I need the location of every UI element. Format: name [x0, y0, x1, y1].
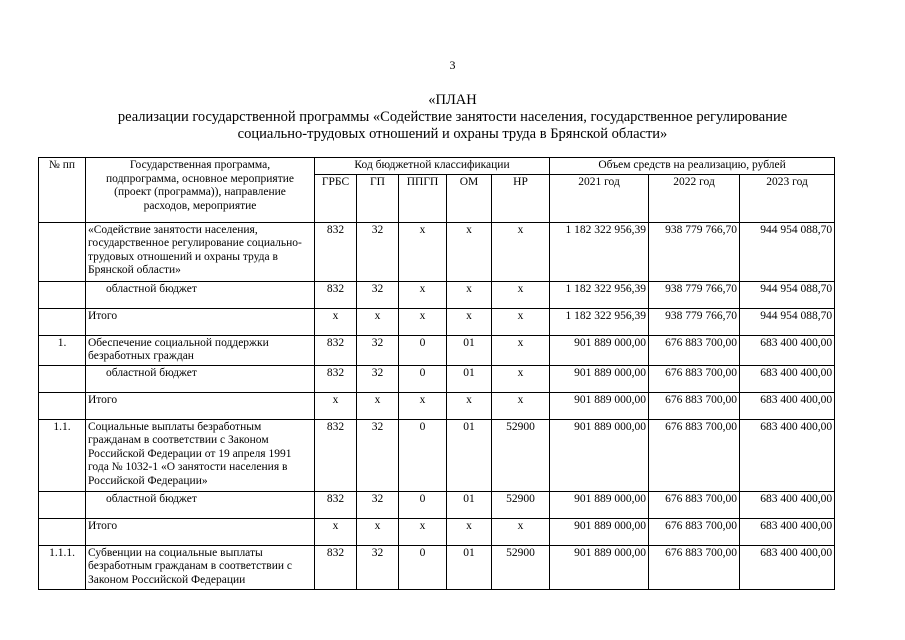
row-ppgp: 0	[399, 545, 447, 589]
row-ppgp: х	[399, 222, 447, 281]
row-grbs: 832	[315, 365, 357, 392]
row-name: областной бюджет	[86, 365, 315, 392]
row-2021: 1 182 322 956,39	[550, 308, 649, 335]
row-2022: 676 883 700,00	[649, 419, 740, 491]
row-gp: 32	[357, 491, 399, 518]
row-2022: 676 883 700,00	[649, 545, 740, 589]
row-om: х	[447, 281, 492, 308]
header-kbk: Код бюджетной классификации	[315, 158, 550, 175]
row-2021: 901 889 000,00	[550, 365, 649, 392]
row-om: х	[447, 222, 492, 281]
row-grbs: х	[315, 308, 357, 335]
row-num	[39, 365, 86, 392]
row-om: х	[447, 518, 492, 545]
row-ppgp: 0	[399, 335, 447, 365]
header-2021: 2021 год	[550, 174, 649, 222]
row-gp: х	[357, 308, 399, 335]
header-num: № пп	[39, 158, 86, 223]
row-name: «Содействие занятости населения, государственное регулирование социально-трудовых отношений и охраны труда в Брянской области»	[86, 222, 315, 281]
row-grbs: 832	[315, 491, 357, 518]
row-name: Социальные выплаты безработным гражданам в соответствии с Законом Российской Федерации от 19 апреля 1991 года № 1032-1 «О занятости населения в Российской Федерации»	[86, 419, 315, 491]
header-nr: НР	[492, 174, 550, 222]
row-2022: 676 883 700,00	[649, 365, 740, 392]
row-2022: 676 883 700,00	[649, 518, 740, 545]
row-2022: 676 883 700,00	[649, 392, 740, 419]
row-gp: 32	[357, 365, 399, 392]
row-2023: 944 954 088,70	[740, 222, 835, 281]
row-2021: 901 889 000,00	[550, 335, 649, 365]
row-nr: 52900	[492, 545, 550, 589]
header-funds: Объем средств на реализацию, рублей	[550, 158, 835, 175]
header-grbs: ГРБС	[315, 174, 357, 222]
row-num: 1.	[39, 335, 86, 365]
row-grbs: х	[315, 392, 357, 419]
row-num: 1.1.	[39, 419, 86, 491]
row-om: 01	[447, 419, 492, 491]
row-name: областной бюджет	[86, 491, 315, 518]
row-2021: 901 889 000,00	[550, 545, 649, 589]
table-row	[39, 419, 835, 491]
row-name: Итого	[86, 308, 315, 335]
row-2022: 676 883 700,00	[649, 491, 740, 518]
row-2021: 901 889 000,00	[550, 491, 649, 518]
row-num	[39, 308, 86, 335]
header-gp: ГП	[357, 174, 399, 222]
row-num: 1.1.1.	[39, 545, 86, 589]
table-row	[39, 545, 835, 589]
plan-table	[38, 157, 835, 590]
header-ppgp: ППГП	[399, 174, 447, 222]
row-gp: х	[357, 392, 399, 419]
row-ppgp: 0	[399, 419, 447, 491]
row-ppgp: 0	[399, 491, 447, 518]
row-name: Итого	[86, 518, 315, 545]
row-2023: 683 400 400,00	[740, 419, 835, 491]
row-ppgp: х	[399, 308, 447, 335]
row-om: 01	[447, 335, 492, 365]
table-row	[39, 392, 835, 419]
document-title	[40, 92, 865, 143]
row-nr: 52900	[492, 491, 550, 518]
row-grbs: 832	[315, 419, 357, 491]
header-om: ОМ	[447, 174, 492, 222]
row-name: областной бюджет	[86, 281, 315, 308]
title-line-3: социально-трудовых отношений и охраны труда в Брянской области»	[237, 126, 668, 142]
header-program: Государственная программа, подпрограмма, основное мероприятие (проект (программа)), направление расходов, мероприятие	[86, 158, 315, 223]
row-ppgp: х	[399, 281, 447, 308]
row-om: 01	[447, 545, 492, 589]
table-row	[39, 281, 835, 308]
row-gp: х	[357, 518, 399, 545]
row-grbs: 832	[315, 281, 357, 308]
row-ppgp: 0	[399, 365, 447, 392]
row-2023: 683 400 400,00	[740, 518, 835, 545]
row-2021: 1 182 322 956,39	[550, 281, 649, 308]
row-name: Обеспечение социальной поддержки безработных граждан	[86, 335, 315, 365]
row-gp: 32	[357, 419, 399, 491]
row-num	[39, 518, 86, 545]
table-row	[39, 222, 835, 281]
row-2022: 938 779 766,70	[649, 281, 740, 308]
row-2021: 1 182 322 956,39	[550, 222, 649, 281]
row-2021: 901 889 000,00	[550, 392, 649, 419]
row-nr: х	[492, 518, 550, 545]
row-2021: 901 889 000,00	[550, 518, 649, 545]
row-nr: х	[492, 392, 550, 419]
row-grbs: х	[315, 518, 357, 545]
row-ppgp: х	[399, 518, 447, 545]
row-nr: х	[492, 222, 550, 281]
page-number: 3	[449, 58, 456, 72]
row-2023: 944 954 088,70	[740, 308, 835, 335]
row-nr: х	[492, 365, 550, 392]
row-om: 01	[447, 365, 492, 392]
title-line-1: «ПЛАН	[428, 92, 477, 108]
row-2023: 683 400 400,00	[740, 335, 835, 365]
row-gp: 32	[357, 281, 399, 308]
row-2021: 901 889 000,00	[550, 419, 649, 491]
row-2023: 683 400 400,00	[740, 491, 835, 518]
row-grbs: 832	[315, 335, 357, 365]
header-2022: 2022 год	[649, 174, 740, 222]
row-num	[39, 222, 86, 281]
row-gp: 32	[357, 545, 399, 589]
row-nr: х	[492, 281, 550, 308]
row-2023: 944 954 088,70	[740, 281, 835, 308]
row-2022: 938 779 766,70	[649, 222, 740, 281]
row-nr: 52900	[492, 419, 550, 491]
row-grbs: 832	[315, 545, 357, 589]
row-2023: 683 400 400,00	[740, 365, 835, 392]
row-om: 01	[447, 491, 492, 518]
row-2023: 683 400 400,00	[740, 392, 835, 419]
row-nr: х	[492, 335, 550, 365]
row-om: х	[447, 392, 492, 419]
row-2023: 683 400 400,00	[740, 545, 835, 589]
row-name: Субвенции на социальные выплаты безработным гражданам в соответствии с Законом Российской Федерации	[86, 545, 315, 589]
row-gp: 32	[357, 335, 399, 365]
table-row	[39, 491, 835, 518]
row-om: х	[447, 308, 492, 335]
row-grbs: 832	[315, 222, 357, 281]
row-name: Итого	[86, 392, 315, 419]
table-row	[39, 518, 835, 545]
table-row	[39, 308, 835, 335]
row-ppgp: х	[399, 392, 447, 419]
table-row	[39, 335, 835, 365]
header-2023: 2023 год	[740, 174, 835, 222]
row-2022: 938 779 766,70	[649, 308, 740, 335]
title-line-2: реализации государственной программы «Содействие занятости населения, государственное регулирование	[117, 109, 788, 125]
row-num	[39, 392, 86, 419]
row-num	[39, 281, 86, 308]
row-2022: 676 883 700,00	[649, 335, 740, 365]
row-gp: 32	[357, 222, 399, 281]
table-row	[39, 365, 835, 392]
row-num	[39, 491, 86, 518]
row-nr: х	[492, 308, 550, 335]
